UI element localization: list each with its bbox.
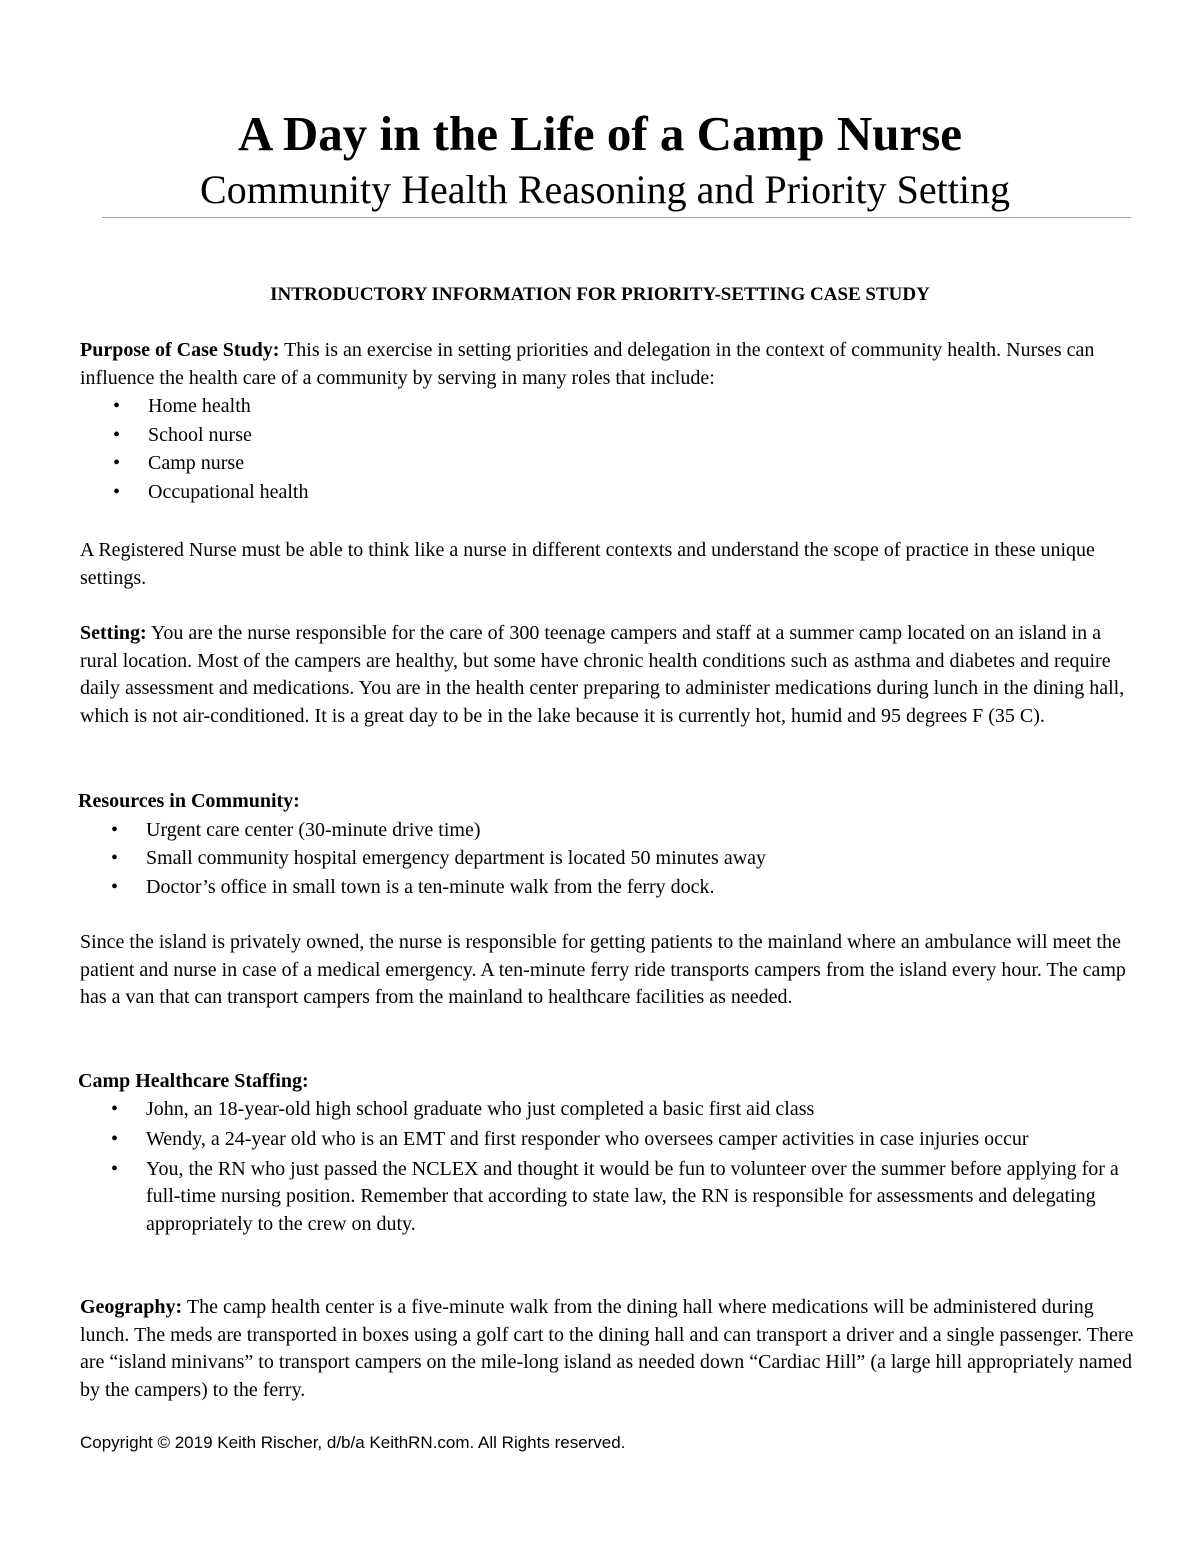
bullet-icon: • bbox=[111, 875, 119, 898]
title-divider bbox=[102, 217, 1131, 218]
bullet-icon: • bbox=[111, 1127, 119, 1150]
resources-label: Resources in Community: bbox=[78, 790, 300, 812]
document-subtitle: Community Health Reasoning and Priority Setting bbox=[200, 167, 1010, 212]
list-item bbox=[80, 478, 1140, 507]
list-item-text: Occupational health bbox=[148, 480, 309, 503]
list-item-text: John, an 18-year-old high school graduate who just completed a basic first aid class bbox=[146, 1097, 815, 1120]
bullet-icon: • bbox=[113, 480, 121, 503]
setting-paragraph bbox=[80, 620, 1140, 730]
rn-paragraph: A Registered Nurse must be able to think like a nurse in different contexts and understand the scope of practice in these unique settings. bbox=[80, 539, 1095, 589]
island-section bbox=[80, 929, 1140, 1012]
setting-section bbox=[80, 620, 1140, 730]
geography-label: Geography: bbox=[80, 1296, 183, 1318]
list-item bbox=[78, 1126, 1138, 1153]
bullet-icon: • bbox=[113, 395, 121, 417]
intro-heading: INTRODUCTORY INFORMATION FOR PRIORITY-SETTING CASE STUDY bbox=[270, 284, 930, 305]
setting-text: You are the nurse responsible for the care of 300 teenage campers and staff at a summer camp located on an island in a rural location. Most of the campers are healthy, but some have chronic health conditions such as asthma and diabetes and require daily assessment and medications. You are in the health center preparing to administer medications during lunch in the dining hall, which is not air-conditioned. It is a great day to be in the lake because it is currently hot, humid and 95 degrees F (35 C). bbox=[80, 622, 1125, 727]
document-title: A Day in the Life of a Camp Nurse bbox=[237, 106, 963, 161]
list-item-text: Urgent care center (30-minute drive time) bbox=[146, 818, 481, 841]
bullet-icon: • bbox=[111, 818, 119, 841]
list-item-text: Doctor’s office in small town is a ten-minute walk from the ferry dock. bbox=[146, 875, 715, 898]
list-item bbox=[80, 449, 1140, 478]
list-item bbox=[78, 844, 1138, 873]
bullet-icon: • bbox=[113, 452, 121, 474]
bullet-icon: • bbox=[113, 423, 121, 446]
bullet-icon: • bbox=[111, 847, 119, 869]
geography-text: The camp health center is a five-minute walk from the dining hall where medications will be administered during lunch. The meds are transported in boxes using a golf cart to the dining hall and can transport a driver and a single passenger. There are “island minivans” to transport campers on the mile-long island as needed down “Cardiac Hill” (a large hill appropriately named by the campers) to the ferry. bbox=[80, 1296, 1134, 1401]
purpose-label: Purpose of Case Study: bbox=[80, 339, 280, 361]
island-paragraph: Since the island is privately owned, the nurse is responsible for getting patients to the mainland where an ambulance will meet the patient and nurse in case of a medical emergency. A ten-minute ferry ride transports campers from the island every hour. The camp has a van that can transport campers from the mainland to healthcare facilities as needed. bbox=[80, 931, 1126, 1008]
geography-section bbox=[80, 1294, 1140, 1404]
geography-paragraph bbox=[80, 1294, 1140, 1404]
bullet-icon: • bbox=[111, 1097, 119, 1120]
setting-label: Setting: bbox=[80, 622, 147, 644]
list-item bbox=[78, 1156, 1138, 1239]
purpose-paragraph bbox=[80, 337, 1140, 392]
staffing-label: Camp Healthcare Staffing: bbox=[78, 1070, 309, 1092]
purpose-section bbox=[80, 337, 1140, 506]
list-item bbox=[78, 816, 1138, 845]
roles-list bbox=[80, 392, 1140, 506]
copyright-footer: Copyright © 2019 Keith Rischer, d/b/a KeithRN.com. All Rights reserved. bbox=[80, 1433, 626, 1452]
resources-section bbox=[78, 788, 1138, 901]
resources-list bbox=[78, 816, 1138, 902]
rn-section bbox=[80, 537, 1140, 592]
list-item bbox=[80, 421, 1140, 450]
list-item-text: Home health bbox=[148, 395, 251, 417]
list-item bbox=[80, 392, 1140, 421]
list-item-text: You, the RN who just passed the NCLEX and thought it would be fun to volunteer over the summer before applying for a full-time nursing position. Remember that according to state law, the RN is responsible for assessments and delegating appropriately to the crew on duty. bbox=[146, 1157, 1119, 1235]
list-item-text: Small community hospital emergency department is located 50 minutes away bbox=[146, 847, 767, 869]
list-item bbox=[78, 873, 1138, 902]
staffing-list bbox=[78, 1096, 1138, 1239]
staffing-section bbox=[78, 1068, 1138, 1238]
bullet-icon: • bbox=[111, 1157, 119, 1180]
list-item-text: School nurse bbox=[148, 423, 252, 446]
list-item-text: Camp nurse bbox=[148, 452, 245, 474]
list-item bbox=[78, 1096, 1138, 1123]
list-item-text: Wendy, a 24-year old who is an EMT and first responder who oversees camper activities in case injuries occur bbox=[146, 1127, 1029, 1150]
purpose-text: This is an exercise in setting priorities and delegation in the context of community health. Nurses can influence the health care of a community by serving in many roles that include: bbox=[80, 339, 1095, 389]
